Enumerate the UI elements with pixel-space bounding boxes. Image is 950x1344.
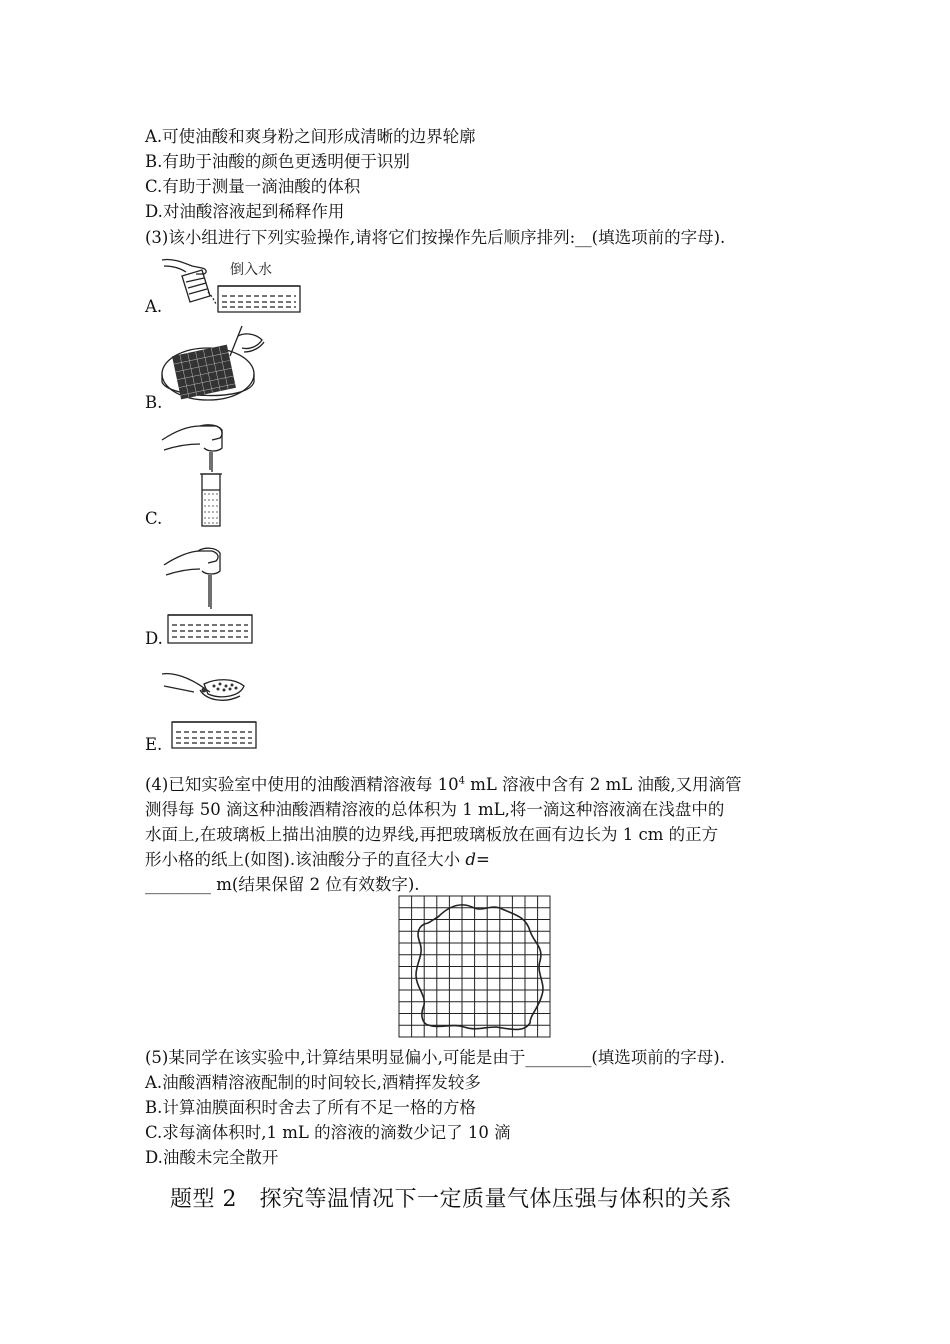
- figure-c-measure-drops: [160, 420, 240, 528]
- oil-film-outline: [416, 905, 543, 1030]
- figure-a-caption: 倒入水: [230, 261, 272, 277]
- q5-stem: (5)某同学在该实验中,计算结果明显偏小,可能是由于________(填选项前的字母).: [145, 1048, 725, 1067]
- q4-line-4: 形小格的纸上(如图).该油酸分子的直径大小 d=: [145, 850, 490, 869]
- q2-option-a: A.可使油酸和爽身粉之间形成清晰的边界轮廓: [145, 127, 476, 146]
- q4-line-1: (4)已知实验室中使用的油酸酒精溶液每 $10^4$ mL 溶液中含有 2 mL 油酸,又用滴管: [145, 775, 742, 794]
- q2-option-b: B.有助于油酸的颜色更透明便于识别: [145, 152, 410, 171]
- q4-line-2: 测得每 50 滴这种油酸酒精溶液的总体积为 1 mL,将一滴这种溶液滴在浅盘中的: [145, 800, 725, 819]
- q5-option-d: D.油酸未完全散开: [145, 1148, 279, 1167]
- figure-d-drop-solution: [160, 543, 260, 647]
- figure-d-label: D.: [145, 629, 163, 648]
- figure-c-label: C.: [145, 509, 163, 528]
- q5-option-a: A.油酸酒精溶液配制的时间较长,酒精挥发较多: [145, 1073, 481, 1092]
- q4-answer-blank: ________ m(结果保留 2 位有效数字).: [145, 875, 420, 894]
- section-heading: 题型 2 探究等温情况下一定质量气体压强与体积的关系: [170, 1187, 732, 1212]
- figure-b-trace-outline: [158, 322, 268, 410]
- figure-e-sprinkle-powder: [160, 664, 260, 754]
- q2-option-d: D.对油酸溶液起到稀释作用: [145, 202, 345, 221]
- figure-a-pour-water: [158, 252, 308, 318]
- figure-a-label: A.: [145, 297, 163, 316]
- q3-stem: (3)该小组进行下列实验操作,请将它们按操作先后顺序排列:__(填选项前的字母).: [145, 228, 726, 247]
- figure-b-label: B.: [145, 393, 163, 412]
- q2-option-c: C.有助于测量一滴油酸的体积: [145, 177, 361, 196]
- q5-option-b: B.计算油膜面积时舍去了所有不足一格的方格: [145, 1098, 476, 1117]
- q5-option-c: C.求每滴体积时,1 mL 的溶液的滴数少记了 10 滴: [145, 1123, 511, 1142]
- q4-line-3: 水面上,在玻璃板上描出油膜的边界线,再把玻璃板放在画有边长为 1 cm 的正方: [145, 825, 719, 844]
- figure-e-label: E.: [145, 735, 163, 754]
- oil-film-grid-figure: [398, 895, 552, 1039]
